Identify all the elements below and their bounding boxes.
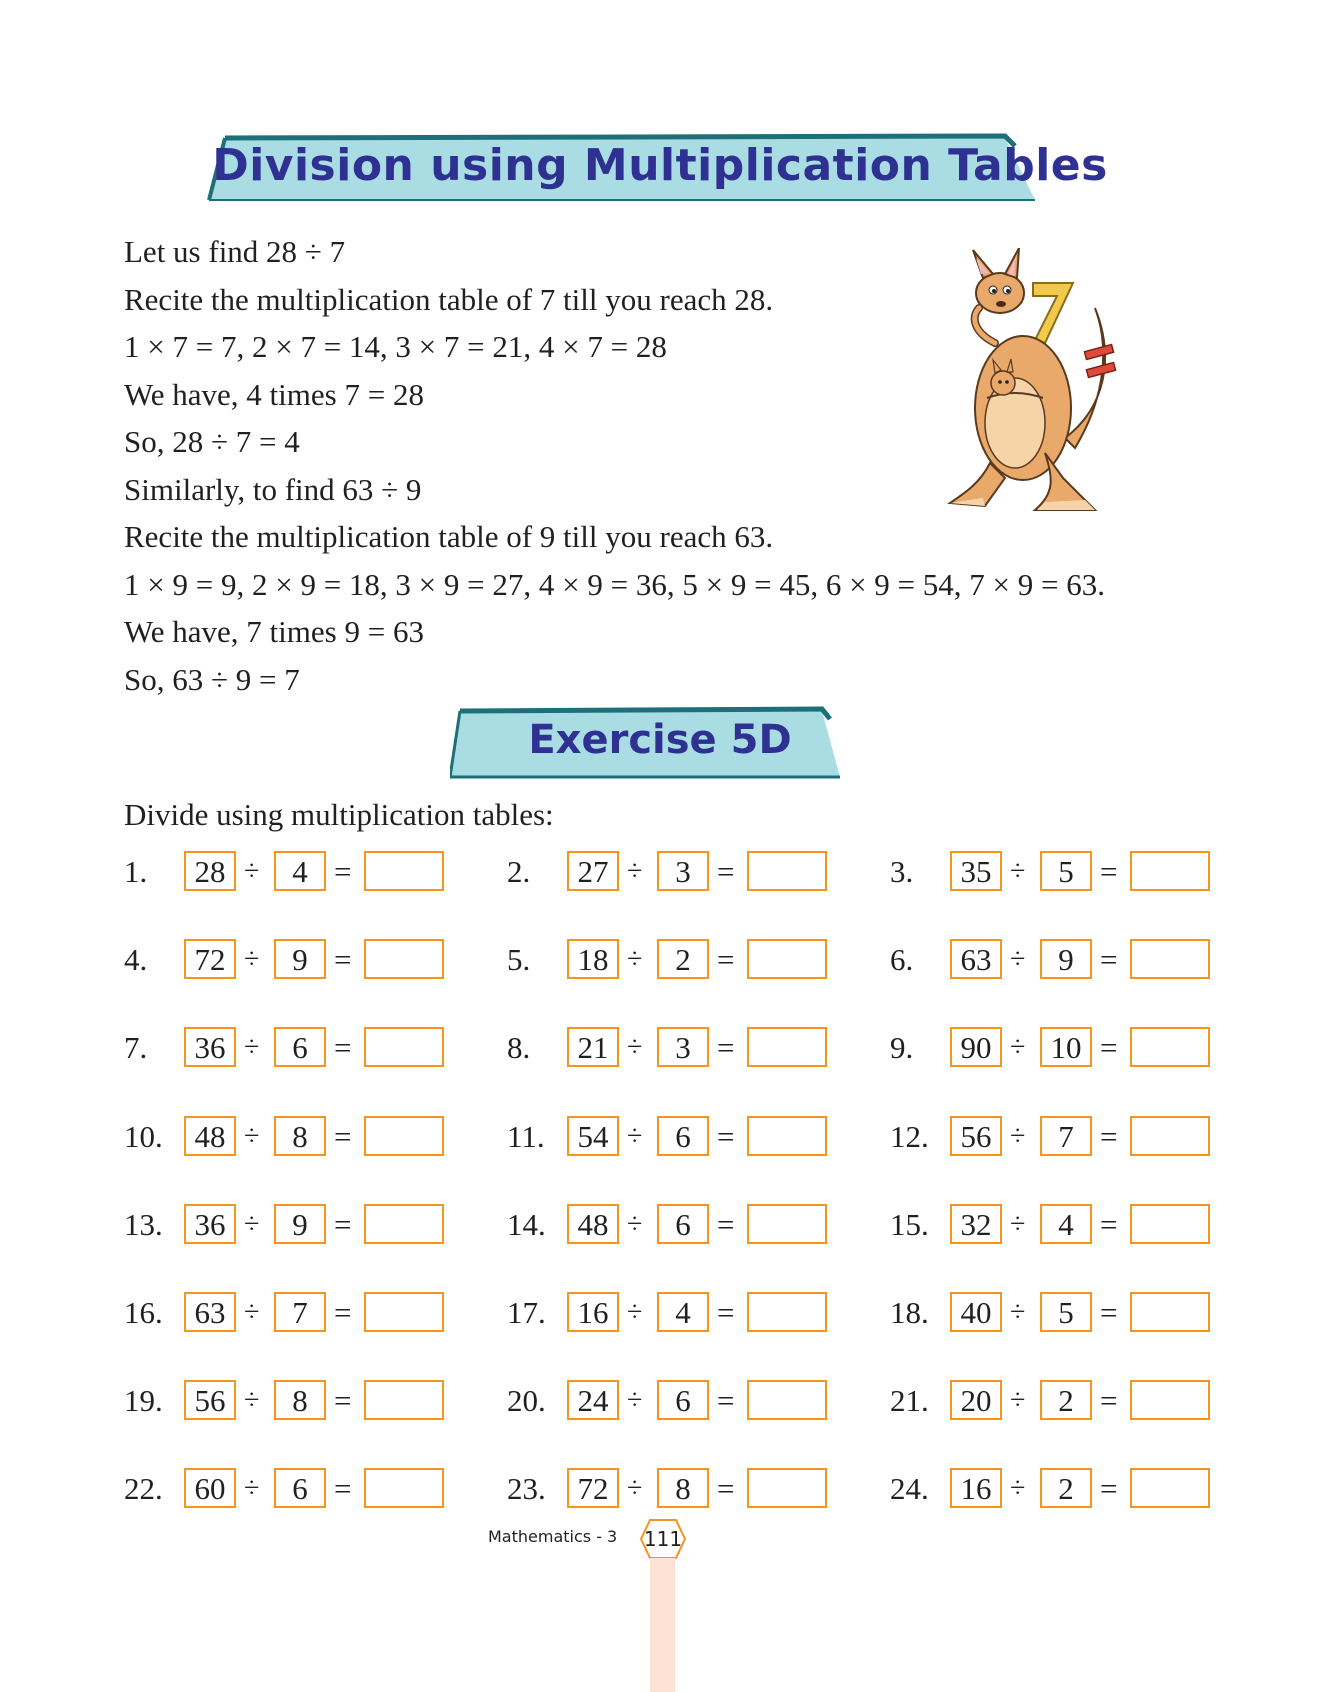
kangaroo-illustration: [945, 248, 1150, 518]
dividend-box: 36: [184, 1204, 236, 1244]
problem-number: 9.: [890, 1030, 914, 1066]
intro-line: 1 × 9 = 9, 2 × 9 = 18, 3 × 9 = 27, 4 × 9 = 36, 5 × 9 = 45, 6 × 9 = 54, 7 × 9 = 63.: [124, 566, 1106, 602]
problem-number: 8.: [507, 1030, 531, 1066]
problem-number: 13.: [124, 1206, 163, 1242]
intro-line: Recite the multiplication table of 7 till you reach 28.: [124, 281, 774, 317]
problem-number: 18.: [890, 1295, 929, 1330]
problem-item: [890, 1467, 1220, 1511]
divisor-box: 5: [1040, 1292, 1092, 1332]
equals-sign: =: [334, 1383, 352, 1419]
division-sign: ÷: [244, 1208, 260, 1240]
problem-item: [507, 1026, 837, 1070]
problem-number: 19.: [124, 1383, 163, 1419]
answer-box[interactable]: [747, 1380, 827, 1420]
equals-sign: =: [334, 854, 352, 889]
division-sign: ÷: [244, 944, 260, 976]
dividend-box: 60: [184, 1468, 236, 1508]
division-sign: ÷: [627, 856, 643, 887]
division-sign: ÷: [627, 1385, 643, 1417]
problem-row: [124, 1291, 1224, 1335]
dividend-box: 48: [184, 1116, 236, 1156]
problem-row: [124, 1203, 1224, 1247]
dividend-box: 36: [184, 1027, 236, 1067]
footer-strip: [650, 1558, 675, 1692]
dividend-box: 24: [567, 1380, 619, 1420]
division-sign: ÷: [1010, 1208, 1026, 1240]
answer-box[interactable]: [747, 1204, 827, 1244]
answer-box[interactable]: [1130, 1116, 1210, 1156]
problem-number: 11.: [507, 1118, 545, 1154]
equals-sign: =: [334, 1471, 352, 1507]
dividend-box: 20: [950, 1380, 1002, 1420]
dividend-box: 72: [567, 1468, 619, 1508]
intro-line: Similarly, to find 63 ÷ 9: [124, 471, 422, 507]
intro-line: We have, 4 times 7 = 28: [124, 376, 424, 412]
problem-item: [507, 1467, 837, 1511]
answer-box[interactable]: [747, 1292, 827, 1332]
intro-line: So, 63 ÷ 9 = 7: [124, 661, 300, 697]
problem-item: [507, 1291, 837, 1335]
answer-box[interactable]: [1130, 1027, 1210, 1067]
problem-item: [890, 938, 1220, 982]
problem-item: [890, 1026, 1220, 1070]
problem-item: [507, 1115, 837, 1159]
equals-sign: =: [717, 1030, 735, 1066]
division-sign: ÷: [627, 944, 643, 976]
problem-number: 23.: [507, 1471, 546, 1507]
divisor-box: 10: [1040, 1027, 1092, 1067]
problem-item: [890, 850, 1220, 894]
problem-number: 21.: [890, 1383, 929, 1419]
dividend-box: 56: [950, 1116, 1002, 1156]
divisor-box: 8: [274, 1380, 326, 1420]
dividend-box: 56: [184, 1380, 236, 1420]
division-sign: ÷: [627, 1120, 643, 1152]
division-sign: ÷: [1010, 1385, 1026, 1417]
division-sign: ÷: [244, 1120, 260, 1152]
equals-sign: =: [1100, 1118, 1118, 1154]
problem-item: [890, 1291, 1220, 1335]
divisor-box: 8: [274, 1116, 326, 1156]
equals-sign: =: [717, 1206, 735, 1242]
divisor-box: 9: [274, 939, 326, 979]
equals-sign: =: [1100, 1383, 1118, 1419]
divisor-box: 2: [657, 939, 709, 979]
problem-item: [124, 938, 454, 982]
answer-box[interactable]: [1130, 1380, 1210, 1420]
problem-number: 3.: [890, 854, 914, 889]
division-sign: ÷: [244, 1385, 260, 1417]
answer-box[interactable]: [1130, 1292, 1210, 1332]
problem-number: 20.: [507, 1383, 546, 1419]
dividend-box: 63: [950, 939, 1002, 979]
answer-box[interactable]: [747, 851, 827, 891]
answer-box[interactable]: [364, 1292, 444, 1332]
equals-sign: =: [717, 1295, 735, 1330]
intro-line: Let us find 28 ÷ 7: [124, 234, 346, 269]
problem-row: [124, 1026, 1224, 1070]
equals-sign: =: [334, 942, 352, 978]
divisor-box: 7: [1040, 1116, 1092, 1156]
answer-box[interactable]: [747, 1027, 827, 1067]
equals-sign: =: [717, 1118, 735, 1154]
problem-number: 22.: [124, 1471, 163, 1507]
problem-number: 24.: [890, 1471, 929, 1507]
equals-sign: =: [1100, 1471, 1118, 1507]
intro-line: So, 28 ÷ 7 = 4: [124, 424, 300, 459]
answer-box[interactable]: [747, 1468, 827, 1508]
division-sign: ÷: [627, 1208, 643, 1240]
intro-line: 1 × 7 = 7, 2 × 7 = 14, 3 × 7 = 21, 4 × 7 = 28: [124, 329, 667, 364]
divisor-box: 3: [657, 1027, 709, 1067]
problem-number: 7.: [124, 1030, 148, 1066]
problem-number: 17.: [507, 1295, 546, 1330]
answer-box[interactable]: [1130, 1204, 1210, 1244]
dividend-box: 54: [567, 1116, 619, 1156]
divisor-box: 5: [1040, 851, 1092, 891]
division-sign: ÷: [1010, 1297, 1026, 1328]
answer-box[interactable]: [364, 851, 444, 891]
dividend-box: 27: [567, 851, 619, 891]
page-badge: [640, 1518, 686, 1560]
equals-sign: =: [1100, 1206, 1118, 1242]
exercise-title: Exercise 5D: [528, 717, 792, 763]
problem-number: 5.: [507, 942, 531, 978]
problem-item: [124, 1467, 454, 1511]
divisor-box: 6: [657, 1116, 709, 1156]
dividend-box: 21: [567, 1027, 619, 1067]
division-sign: ÷: [244, 1032, 260, 1064]
dividend-box: 18: [567, 939, 619, 979]
divisor-box: 2: [1040, 1380, 1092, 1420]
problem-row: [124, 1115, 1224, 1159]
problem-number: 4.: [124, 942, 148, 978]
dividend-box: 40: [950, 1292, 1002, 1332]
problem-item: [124, 1379, 454, 1423]
dividend-box: 48: [567, 1204, 619, 1244]
equals-sign: =: [717, 854, 735, 889]
problem-number: 15.: [890, 1206, 929, 1242]
problem-item: [507, 850, 837, 894]
dividend-box: 35: [950, 851, 1002, 891]
answer-box[interactable]: [364, 1468, 444, 1508]
divisor-box: 9: [274, 1204, 326, 1244]
divisor-box: 6: [657, 1380, 709, 1420]
divisor-box: 2: [1040, 1468, 1092, 1508]
divisor-box: 3: [657, 851, 709, 891]
dividend-box: 16: [567, 1292, 619, 1332]
division-sign: ÷: [1010, 1473, 1026, 1505]
dividend-box: 90: [950, 1027, 1002, 1067]
division-sign: ÷: [1010, 1032, 1026, 1064]
divisor-box: 4: [274, 851, 326, 891]
answer-box[interactable]: [1130, 939, 1210, 979]
problem-number: 12.: [890, 1118, 929, 1154]
problem-item: [890, 1379, 1220, 1423]
problem-item: [124, 850, 454, 894]
problem-row: [124, 1467, 1224, 1511]
divisor-box: 7: [274, 1292, 326, 1332]
problem-item: [124, 1203, 454, 1247]
problem-row: [124, 850, 1224, 894]
division-sign: ÷: [244, 1473, 260, 1505]
dividend-box: 32: [950, 1204, 1002, 1244]
equals-sign: =: [1100, 1030, 1118, 1066]
answer-box[interactable]: [364, 1116, 444, 1156]
divisor-box: 6: [657, 1204, 709, 1244]
equals-sign: =: [717, 1471, 735, 1507]
divisor-box: 4: [1040, 1204, 1092, 1244]
heading-banner: [205, 130, 1115, 210]
equals-sign: =: [334, 1118, 352, 1154]
divisor-box: 4: [657, 1292, 709, 1332]
answer-box[interactable]: [747, 1116, 827, 1156]
intro-line: We have, 7 times 9 = 63: [124, 614, 424, 649]
exercise-instruction: Divide using multiplication tables:: [124, 797, 554, 832]
equals-sign: =: [334, 1206, 352, 1242]
problem-item: [124, 1115, 454, 1159]
equals-sign: =: [1100, 942, 1118, 978]
equals-sign: =: [1100, 854, 1118, 889]
division-sign: ÷: [244, 856, 260, 887]
dividend-box: 63: [184, 1292, 236, 1332]
divisor-box: 6: [274, 1027, 326, 1067]
problem-row: [124, 1379, 1224, 1423]
answer-box[interactable]: [364, 1027, 444, 1067]
page-title: Division using Multiplication Tables: [212, 140, 1108, 191]
dividend-box: 16: [950, 1468, 1002, 1508]
problem-item: [507, 1203, 837, 1247]
problem-item: [507, 938, 837, 982]
division-sign: ÷: [627, 1032, 643, 1064]
kangaroo-icon: [945, 248, 1150, 518]
intro-line: Recite the multiplication table of 9 till you reach 63.: [124, 519, 774, 554]
answer-box[interactable]: [364, 1204, 444, 1244]
equals-sign: =: [717, 942, 735, 978]
equals-sign: =: [334, 1295, 352, 1330]
problem-row: [124, 938, 1224, 982]
page-number: 111: [643, 1527, 683, 1551]
division-sign: ÷: [1010, 944, 1026, 976]
division-sign: ÷: [244, 1297, 260, 1328]
division-sign: ÷: [1010, 1120, 1026, 1152]
division-sign: ÷: [627, 1473, 643, 1505]
problem-number: 1.: [124, 854, 148, 889]
dividend-box: 28: [184, 851, 236, 891]
footer-label: Mathematics - 3: [488, 1527, 618, 1546]
problem-item: [890, 1115, 1220, 1159]
problem-number: 10.: [124, 1118, 163, 1154]
equals-sign: =: [334, 1030, 352, 1066]
answer-box[interactable]: [1130, 1468, 1210, 1508]
answer-box[interactable]: [364, 1380, 444, 1420]
divisor-box: 8: [657, 1468, 709, 1508]
problem-item: [890, 1203, 1220, 1247]
problem-number: 2.: [507, 854, 531, 889]
division-sign: ÷: [627, 1297, 643, 1328]
answer-box[interactable]: [1130, 851, 1210, 891]
problem-number: 6.: [890, 942, 914, 978]
division-sign: ÷: [1010, 856, 1026, 887]
divisor-box: 6: [274, 1468, 326, 1508]
problem-number: 16.: [124, 1295, 163, 1330]
problem-number: 14.: [507, 1206, 546, 1242]
dividend-box: 72: [184, 939, 236, 979]
divisor-box: 9: [1040, 939, 1092, 979]
problem-item: [507, 1379, 837, 1423]
answer-box[interactable]: [364, 939, 444, 979]
problem-item: [124, 1291, 454, 1335]
equals-sign: =: [717, 1383, 735, 1419]
answer-box[interactable]: [747, 939, 827, 979]
exercise-banner: [450, 705, 870, 785]
equals-sign: =: [1100, 1295, 1118, 1330]
problem-item: [124, 1026, 454, 1070]
